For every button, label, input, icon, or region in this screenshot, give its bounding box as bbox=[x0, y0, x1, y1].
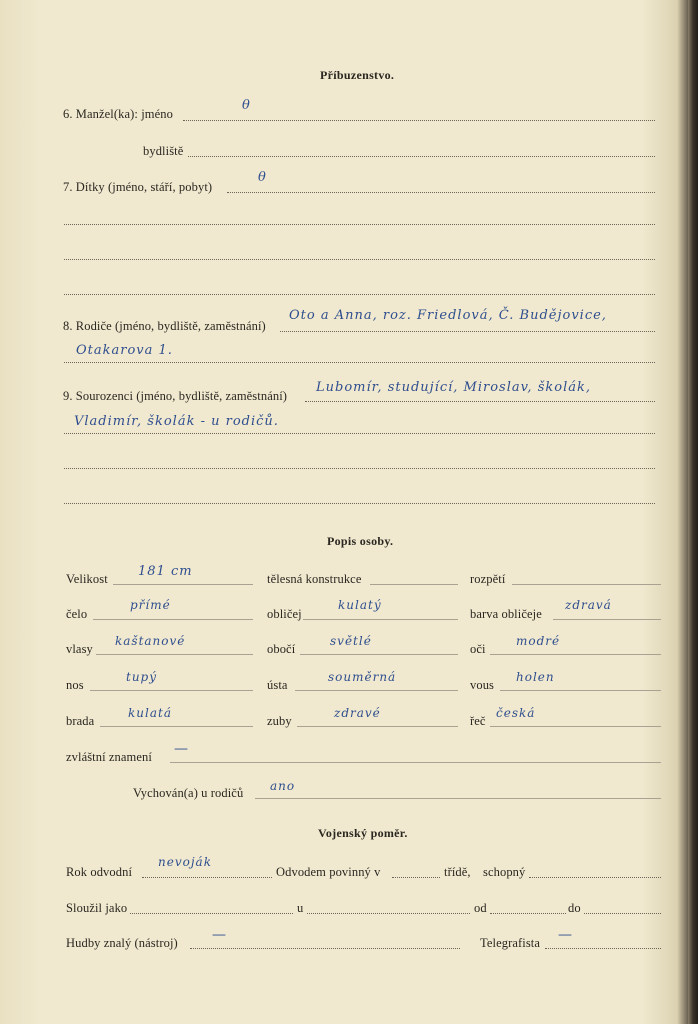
duty-label: Odvodem povinný v bbox=[276, 865, 381, 879]
chin-label: brada bbox=[66, 714, 95, 728]
draft-year-value: nevoják bbox=[158, 855, 212, 869]
children-line-4 bbox=[64, 294, 655, 295]
spouse-name-label: 6. Manžel(ka): jméno bbox=[63, 107, 173, 121]
teeth-line bbox=[297, 726, 458, 727]
height-line bbox=[113, 584, 253, 585]
span-label: rozpětí bbox=[470, 572, 506, 586]
face-label: obličej bbox=[267, 607, 302, 621]
complexion-label: barva obličeje bbox=[470, 607, 542, 621]
speech-line bbox=[490, 726, 661, 727]
build-line bbox=[370, 584, 458, 585]
siblings-value-line1: Lubomír, studující, Miroslav, školák, bbox=[316, 380, 591, 395]
forehead-value: přímé bbox=[130, 598, 171, 612]
served-label: Sloužil jako bbox=[66, 901, 128, 915]
music-line bbox=[190, 948, 460, 949]
raised-line bbox=[255, 798, 661, 799]
spouse-name-line bbox=[183, 120, 655, 121]
telegraph-label: Telegrafista bbox=[480, 936, 541, 950]
fit-line bbox=[529, 877, 661, 878]
from-line bbox=[490, 913, 566, 914]
build-label: tělesná konstrukce bbox=[267, 572, 362, 586]
draft-year-line bbox=[142, 877, 272, 878]
nose-line bbox=[90, 690, 253, 691]
nose-label: nos bbox=[66, 678, 84, 692]
hair-value: kaštanové bbox=[115, 634, 186, 648]
spouse-name-value: θ bbox=[242, 98, 251, 113]
siblings-line-1 bbox=[305, 401, 655, 402]
mouth-label: ústa bbox=[267, 678, 288, 692]
draft-year-label: Rok odvodní bbox=[66, 865, 133, 879]
siblings-line-3 bbox=[64, 468, 655, 469]
brows-line bbox=[300, 654, 458, 655]
brows-label: obočí bbox=[267, 642, 296, 656]
forehead-line bbox=[93, 619, 253, 620]
to-line bbox=[584, 913, 661, 914]
siblings-value-line2: Vladimír, školák - u rodičů. bbox=[74, 414, 279, 429]
nose-value: tupý bbox=[126, 670, 158, 684]
eyes-value: modré bbox=[516, 634, 561, 648]
mouth-value: souměrná bbox=[328, 670, 397, 684]
relatives-heading: Příbuzenstvo. bbox=[320, 68, 395, 82]
parents-label: 8. Rodiče (jméno, bydliště, zaměstnání) bbox=[63, 319, 266, 333]
telegraph-line bbox=[545, 948, 661, 949]
mouth-line bbox=[295, 690, 458, 691]
speech-value: česká bbox=[496, 706, 536, 720]
hair-label: vlasy bbox=[66, 642, 93, 656]
face-value: kulatý bbox=[338, 598, 382, 612]
at-line bbox=[307, 913, 470, 914]
teeth-value: zdravé bbox=[334, 706, 381, 720]
siblings-line-2 bbox=[64, 433, 655, 434]
parents-value-line1: Oto a Anna, roz. Friedlová, Č. Budějovice, bbox=[289, 308, 607, 323]
chin-line bbox=[100, 726, 253, 727]
eyes-label: oči bbox=[470, 642, 486, 656]
marks-label: zvláštní znamení bbox=[66, 750, 152, 764]
class-label: třídě, bbox=[444, 865, 471, 879]
music-value: — bbox=[212, 927, 226, 943]
to-label: do bbox=[568, 901, 581, 915]
complexion-line bbox=[553, 619, 661, 620]
binding-edge bbox=[688, 0, 698, 1024]
at-label: u bbox=[297, 901, 304, 915]
hair-line bbox=[96, 654, 253, 655]
parents-line-1 bbox=[280, 331, 655, 332]
beard-line bbox=[500, 690, 661, 691]
height-label: Velikost bbox=[66, 572, 108, 586]
children-line-3 bbox=[64, 259, 655, 260]
spouse-residence-label: bydliště bbox=[143, 144, 184, 158]
beard-label: vous bbox=[470, 678, 495, 692]
parents-line-2 bbox=[64, 362, 655, 363]
beard-value: holen bbox=[516, 670, 555, 684]
raised-value: ano bbox=[270, 779, 296, 793]
children-line-1 bbox=[227, 192, 655, 193]
height-value: 181 cm bbox=[138, 564, 193, 579]
face-line bbox=[303, 619, 458, 620]
span-line bbox=[512, 584, 661, 585]
forehead-label: čelo bbox=[66, 607, 88, 621]
children-value: θ bbox=[258, 170, 267, 185]
chin-value: kulatá bbox=[128, 706, 172, 720]
siblings-label: 9. Sourozenci (jméno, bydliště, zaměstnání) bbox=[63, 389, 288, 403]
marks-line bbox=[170, 762, 661, 763]
description-heading: Popis osoby. bbox=[327, 534, 394, 548]
speech-label: řeč bbox=[470, 714, 486, 728]
fit-label: schopný bbox=[483, 865, 526, 879]
spouse-residence-line bbox=[188, 156, 655, 157]
siblings-line-4 bbox=[64, 503, 655, 504]
brows-value: světlé bbox=[330, 634, 372, 648]
parents-value-line2: Otakarova 1. bbox=[76, 343, 173, 358]
children-line-2 bbox=[64, 224, 655, 225]
duty-line bbox=[392, 877, 440, 878]
served-line bbox=[130, 913, 293, 914]
raised-label: Vychován(a) u rodičů bbox=[133, 786, 244, 800]
from-label: od bbox=[474, 901, 487, 915]
telegraph-value: — bbox=[558, 927, 572, 943]
music-label: Hudby znalý (nástroj) bbox=[66, 936, 178, 950]
eyes-line bbox=[490, 654, 661, 655]
children-label: 7. Dítky (jméno, stáří, pobyt) bbox=[63, 180, 213, 194]
marks-value: — bbox=[174, 741, 188, 757]
teeth-label: zuby bbox=[267, 714, 292, 728]
complexion-value: zdravá bbox=[565, 598, 612, 612]
military-heading: Vojenský poměr. bbox=[318, 826, 408, 840]
